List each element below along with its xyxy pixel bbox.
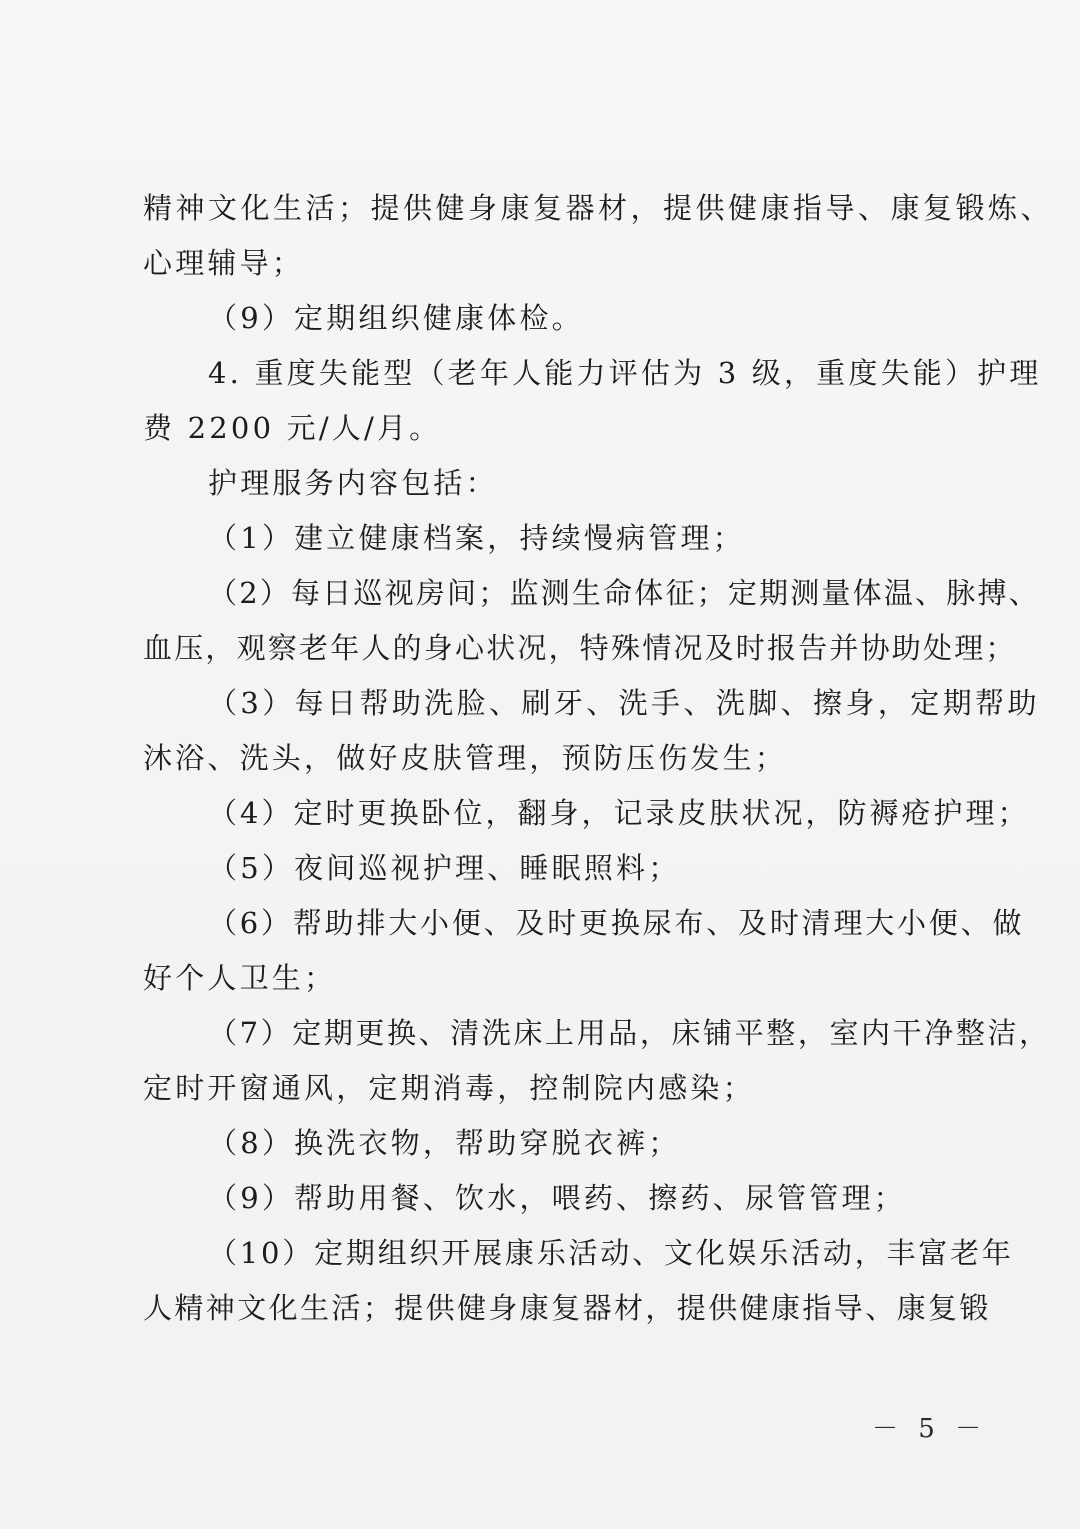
text-line: 定时开窗通风，定期消毒，控制院内感染； <box>143 1071 755 1105</box>
list-item: （3）每日帮助洗脸、刷牙、洗手、洗脚、擦身，定期帮助 <box>208 686 1040 720</box>
text-line: 好个人卫生； <box>143 961 337 995</box>
list-item: （4）定时更换卧位，翻身，记录皮肤状况，防褥疮护理； <box>208 796 1030 830</box>
list-item: （9）定期组织健康体检。 <box>208 301 584 335</box>
text-line: 精神文化生活；提供健身康复器材，提供健康指导、康复锻炼、 <box>143 191 1054 225</box>
text-line: 人精神文化生活；提供健身康复器材，提供健康指导、康复锻 <box>143 1291 991 1325</box>
list-item: （1）建立健康档案，持续慢病管理； <box>208 521 745 555</box>
subheading: 护理服务内容包括： <box>208 466 498 500</box>
list-item: （7）定期更换、清洗床上用品，床铺平整，室内干净整洁， <box>208 1016 1051 1050</box>
text-line: 费 2200 元/人/月。 <box>143 411 442 445</box>
list-item: （5）夜间巡视护理、睡眠照料； <box>208 851 681 885</box>
section-heading: 4. 重度失能型（老年人能力评估为 3 级，重度失能）护理 <box>208 356 1042 390</box>
text-line: 心理辅导； <box>143 246 305 280</box>
list-item: （6）帮助排大小便、及时更换尿布、及时清理大小便、做 <box>208 906 1025 940</box>
text-line: 血压，观察老年人的身心状况，特殊情况及时报告并协助处理； <box>143 631 1017 665</box>
text-line: 沐浴、洗头，做好皮肤管理，预防压伤发生； <box>143 741 788 775</box>
page-number: － 5 － <box>872 1414 988 1444</box>
list-item: （9）帮助用餐、饮水，喂药、擦药、尿管管理； <box>208 1181 906 1215</box>
list-item: （2）每日巡视房间；监测生命体征；定期测量体温、脉搏、 <box>208 576 1040 610</box>
list-item: （10）定期组织开展康乐活动、文化娱乐活动，丰富老年 <box>208 1236 1014 1270</box>
list-item: （8）换洗衣物，帮助穿脱衣裤； <box>208 1126 681 1160</box>
